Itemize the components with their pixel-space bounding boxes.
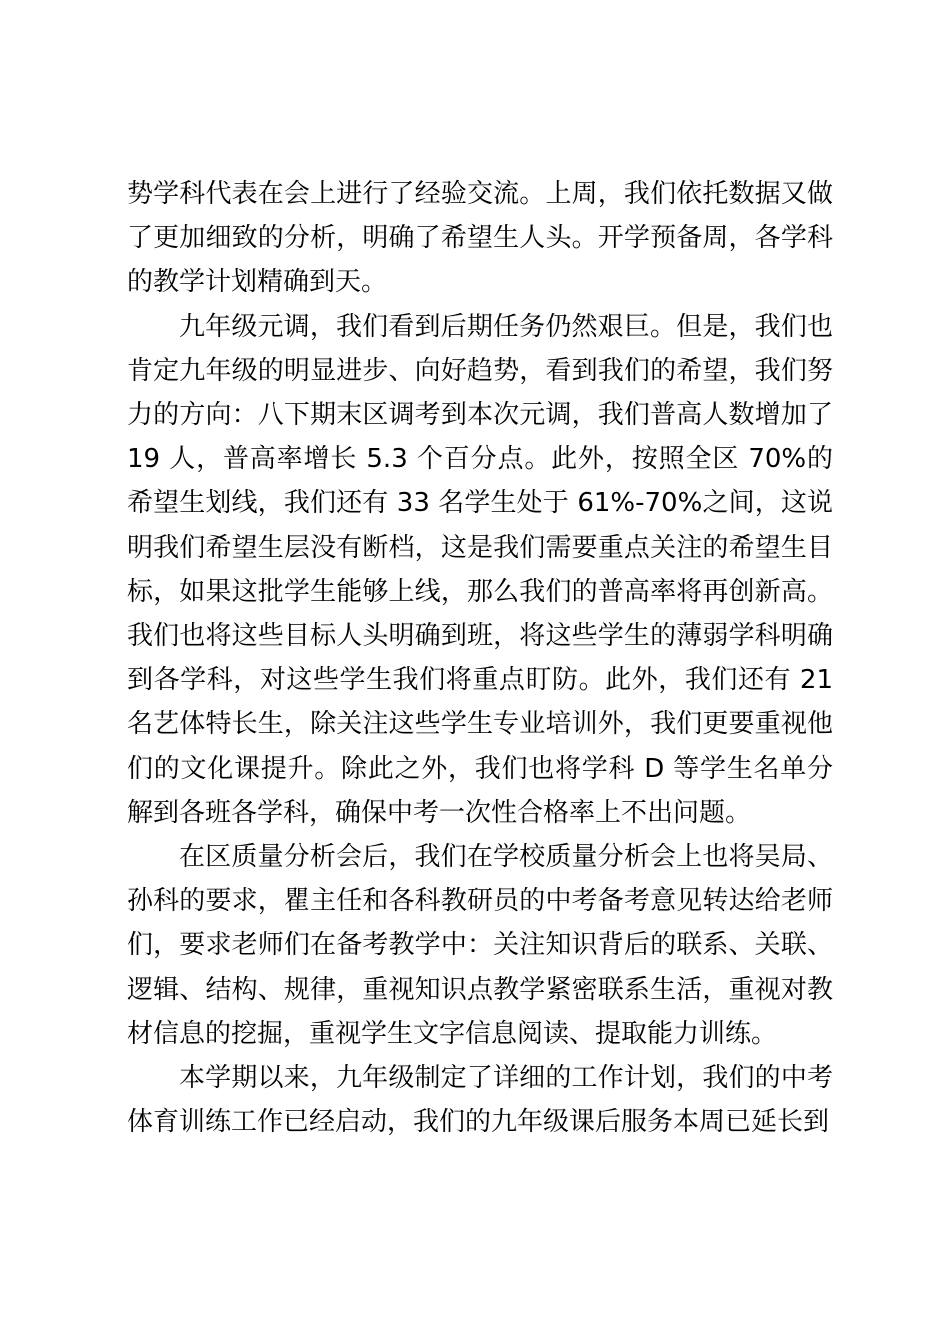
paragraph-3: 在区质量分析会后，我们在学校质量分析会上也将吴局、孙科的要求，瞿主任和各科教研员的中考备考意见转达给老师们，要求老师们在备考教学中：关注知识背后的联系、关联、逻辑、结构、规律，重视知识点教学紧密联系生活，重视对教材信息的挖掘，重视学生文字信息阅读、提取能力训练。: [127, 842, 833, 1049]
document-body: [127, 172, 833, 1144]
paragraph-4: 本学期以来，九年级制定了详细的工作计划，我们的中考体育训练工作已经启动，我们的九年级课后服务本周已延长到: [127, 1063, 833, 1138]
paragraph-1: 势学科代表在会上进行了经验交流。上周，我们依托数据又做了更加细致的分析，明确了希望生人头。开学预备周，各学科的教学计划精确到天。: [127, 179, 833, 298]
paragraph-2: 九年级元调，我们看到后期任务仍然艰巨。但是，我们也肯定九年级的明显进步、向好趋势，看到我们的希望，我们努力的方向：八下期末区调考到本次元调，我们普高人数增加了 19 人，普高率增长 5.3 个百分点。此外，按照全区 70%的希望生划线，我们还有 33 名学生处于 61%-70%之间，这说明我们希望生层没有断档，这是我们需要重点关注的希望生目标，如果这批学生能够上线，那么我们的普高率将再创新高。我们也将这些目标人头明确到班，将这些学生的薄弱学科明确到各学科，对这些学生我们将重点盯防。此外，我们还有 21 名艺体特长生，除关注这些学生专业培训外，我们更要重视他们的文化课提升。除此之外，我们也将学科 D 等学生名单分解到各班各学科，确保中考一次性合格率上不出问题。: [127, 311, 833, 828]
